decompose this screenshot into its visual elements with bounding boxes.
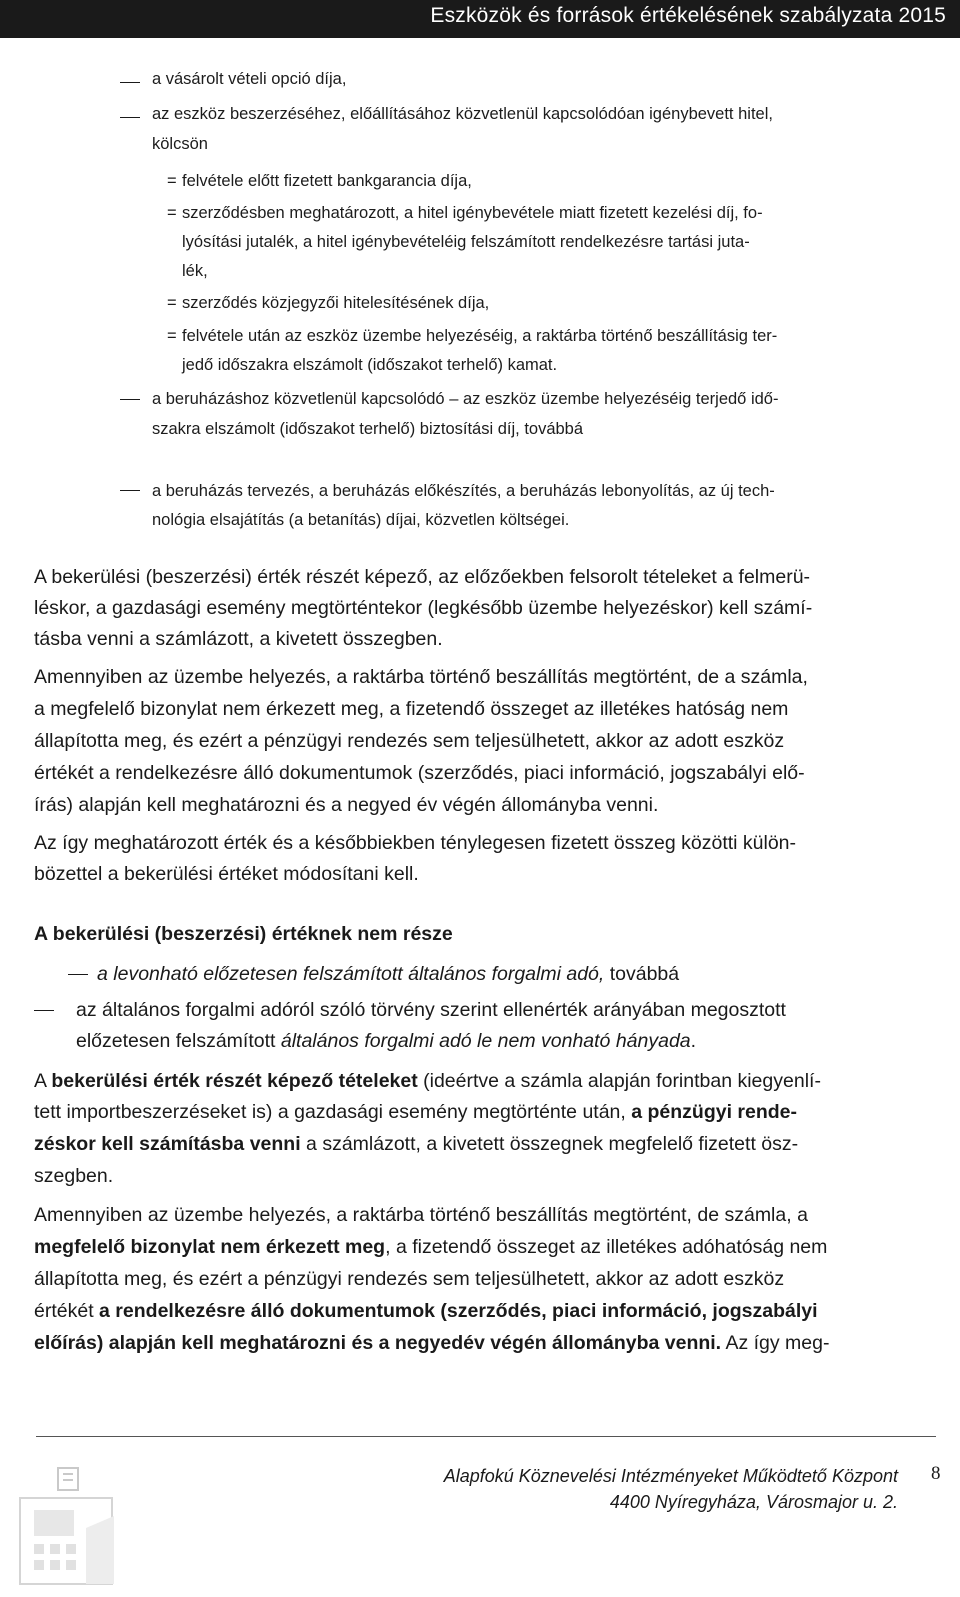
- text: (ideértve a számla alapján forintban kiegyenlí-: [417, 1070, 821, 1092]
- list-item: az általános forgalmi adóról szóló törvény szerint ellenérték arányában megosztott: [76, 999, 786, 1021]
- paragraph-line: A bekerülési (beszerzési) érték részét képező, az előzőekben felsorolt tételeket a felmerü-: [34, 566, 811, 588]
- list-item-continuation: [76, 1030, 696, 1053]
- bold-text: zéskor kell számításba venni: [34, 1133, 301, 1155]
- sub-list-item-continuation: jedő időszakra elszámolt (időszakot terhelő) kamat.: [182, 356, 558, 374]
- bold-text: a rendelkezésre álló dokumentumok (szerződés, piaci információ, jogszabályi: [99, 1300, 818, 1322]
- paragraph-line: állapította meg, és ezért a pénzügyi rendezés sem teljesülhetett, akkor az adott eszköz: [34, 730, 785, 752]
- equals-bullet: =: [167, 294, 177, 312]
- dash-bullet: [120, 82, 140, 83]
- list-item-continuation: kölcsön: [152, 135, 208, 153]
- paragraph-line: a megfelelő bizonylat nem érkezett meg, a fizetendő összeget az illetékes hatóság nem: [34, 698, 789, 720]
- sub-list-item-continuation: lék,: [182, 262, 208, 280]
- paragraph-line: [34, 1133, 798, 1156]
- paragraph-line: Az így meghatározott érték és a későbbiekben ténylegesen fizetett összeg közötti külön-: [34, 832, 797, 854]
- footer-institution: Alapfokú Köznevelési Intézményeket Működtető Központ: [443, 1466, 898, 1486]
- text: a számlázott, a kivetett összegnek megfelelő fizetett ösz-: [300, 1133, 799, 1155]
- paragraph-line: állapította meg, és ezért a pénzügyi rendezés sem teljesülhetett, akkor az adott eszköz: [34, 1268, 785, 1290]
- text: .: [690, 1030, 697, 1052]
- footer-address: 4400 Nyíregyháza, Városmajor u. 2.: [609, 1492, 898, 1512]
- paragraph-line: értékét a rendelkezésre álló dokumentumok (szerződés, piaci információ, jogszabályi elő-: [34, 762, 805, 784]
- equals-bullet: =: [167, 172, 177, 190]
- paragraph-line: Amennyiben az üzembe helyezés, a raktárba történő beszállítás megtörtént, de a számla,: [34, 666, 808, 688]
- text: előzetesen felszámított: [76, 1030, 281, 1052]
- paragraph-line: léskor, a gazdasági esemény megtörténtekor (legkésőbb üzembe helyezéskor) kell számí-: [34, 597, 813, 619]
- sub-list-item: szerződésben meghatározott, a hitel igénybevétele miatt fizetett kezelési díj, fo-: [182, 204, 763, 222]
- equals-bullet: =: [167, 204, 177, 222]
- list-item: a beruházáshoz közvetlenül kapcsolódó – az eszköz üzembe helyezéséig terjedő idő-: [152, 390, 779, 408]
- text: Az így meg-: [721, 1332, 830, 1354]
- list-item-continuation: szakra elszámolt (időszakot terhelő) biztosítási díj, továbbá: [152, 420, 584, 438]
- document-title: Eszközök és források értékelésének szabályzata 2015: [430, 4, 946, 27]
- list-item: [97, 963, 679, 986]
- paragraph-line: bözettel a bekerülési értéket módosítani kell.: [34, 863, 419, 885]
- italic-text: általános forgalmi adó le nem vonható hányada: [280, 1030, 691, 1052]
- paragraph-line: [34, 1101, 797, 1124]
- paragraph-line: [34, 1332, 829, 1355]
- dash-bullet: [120, 490, 140, 491]
- sub-list-item: szerződés közjegyzői hitelesítésének díja,: [182, 294, 490, 312]
- text: továbbá: [604, 963, 680, 985]
- list-item: a beruházás tervezés, a beruházás előkészítés, a beruházás lebonyolítás, az új tech-: [152, 482, 775, 500]
- list-item: a vásárolt vételi opció díja,: [152, 70, 347, 88]
- sub-list-item: felvétele előtt fizetett bankgarancia díja,: [182, 172, 472, 190]
- list-item: az eszköz beszerzéséhez, előállításához közvetlenül kapcsolódóan igénybevett hitel,: [152, 105, 773, 123]
- equals-bullet: =: [167, 327, 177, 345]
- list-item-continuation: nológia elsajátítás (a betanítás) díjai, közvetlen költségei.: [152, 511, 570, 529]
- footer-divider: [36, 1436, 936, 1437]
- text: , a fizetendő összeget az illetékes adóhatóság nem: [385, 1236, 828, 1258]
- paragraph-line: szegben.: [34, 1165, 114, 1187]
- sub-list-item-continuation: lyósítási jutalék, a hitel igénybevételéig felszámított rendelkezésre tartási juta-: [182, 233, 750, 251]
- text: értékét: [34, 1300, 100, 1322]
- page-number: 8: [931, 1463, 941, 1484]
- italic-text: a levonható előzetesen felszámított általános forgalmi adó,: [97, 963, 605, 985]
- bold-text: bekerülési érték részét képező tételeket: [51, 1070, 418, 1092]
- dash-bullet: [120, 399, 140, 400]
- dash-bullet: [34, 1010, 54, 1011]
- paragraph-line: [34, 1236, 827, 1259]
- paragraph-line: [34, 1300, 818, 1323]
- paragraph-line: írás) alapján kell meghatározni és a negyed év végén állományba venni.: [34, 794, 659, 816]
- dash-bullet: [68, 974, 88, 975]
- text: tett importbeszerzéseket is) a gazdasági esemény megtörténte után,: [34, 1101, 632, 1123]
- paragraph-line: [34, 1070, 821, 1093]
- paragraph-line: tásba venni a számlázott, a kivetett összegben.: [34, 628, 443, 650]
- bold-text: megfelelő bizonylat nem érkezett meg: [34, 1236, 386, 1258]
- dash-bullet: [120, 117, 140, 118]
- bold-text: előírás) alapján kell meghatározni és a negyedév végén állományba venni.: [34, 1332, 722, 1354]
- institution-logo-icon: [14, 1458, 124, 1588]
- section-heading: A bekerülési (beszerzési) értéknek nem része: [34, 923, 453, 945]
- header-bar: [0, 0, 960, 38]
- bold-text: a pénzügyi rende-: [631, 1101, 798, 1123]
- sub-list-item: felvétele után az eszköz üzembe helyezéséig, a raktárba történő beszállításig ter-: [182, 327, 778, 345]
- text: A: [34, 1070, 52, 1092]
- paragraph-line: Amennyiben az üzembe helyezés, a raktárba történő beszállítás megtörtént, de számla, a: [34, 1204, 808, 1226]
